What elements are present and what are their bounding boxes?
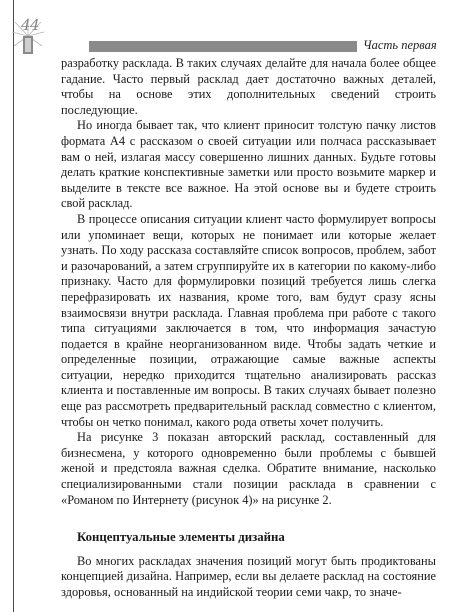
section-heading: Концептуальные элементы дизайна	[77, 530, 285, 545]
running-head: Часть первая	[363, 38, 437, 52]
page-number: 44	[20, 16, 40, 34]
paragraph: На рисунке 3 показан авторский расклад, составленный для бизнесмена, у которого одновременно были проблемы с бывшей женой и предстояла важная сделка. Обратите внимание, насколько специализированными стали позиции расклада в сравнении с «Романом по Интернету (рисунок 4)» на рисунке 2.	[61, 430, 436, 507]
header-bar	[89, 41, 357, 52]
paragraph: Во многих раскладах значения позиций могут быть продиктованы концепцией дизайна. Например, если вы делаете расклад на состояние здоровья, основанный на индийской теории семи чакр, то значе-	[61, 553, 436, 599]
paragraph: В процессе описания ситуации клиент часто формулирует вопросы или упоминает вещи, которых не понимает или которые желает узнать. По ходу рассказа составляйте список вопросов, проблем, забот и разочарований, а затем сгруппируйте их в категории по какому-либо признаку. Часто для формулировки позиций требуется лишь слегка перефразировать их названия, кроме того, вам будут сразу ясны взаимосвязи внутри расклада. Главная проблема при работе с такого типа ситуациями заключается в том, что информация зачастую подается в крайне неорганизованном виде. Чтобы задать четкие и определенные позиции, отражающие самые важные аспекты ситуации, нередко приходится тщательно анализировать рассказ клиента и поставленные им вопросы. В таких случаях бывает полезно еще раз рассмотреть предварительный расклад совместно с клиентом, чтобы он четко понимал, какого рода ответы хочет получить.	[61, 211, 436, 429]
paragraph: Но иногда бывает так, что клиент приносит толстую пачку листов формата А4 с рассказом о своей ситуации или полчаса рассказывает вам о ней, излагая массу совершенно лишних данных. Будьте готовы делать краткие конспективные заметки или просто возьмите маркер и выделите в тексте все важное. На этой основе вы и будете строить свой расклад.	[61, 118, 436, 211]
margin-rule	[13, 0, 14, 612]
paragraph: разработку расклада. В таких случаях делайте для начала более общее гадание. Часто первый расклад дает достаточно важных деталей, чтобы на основе этих дополнительных сведений строить последующие.	[61, 56, 436, 117]
body-text	[61, 56, 436, 601]
